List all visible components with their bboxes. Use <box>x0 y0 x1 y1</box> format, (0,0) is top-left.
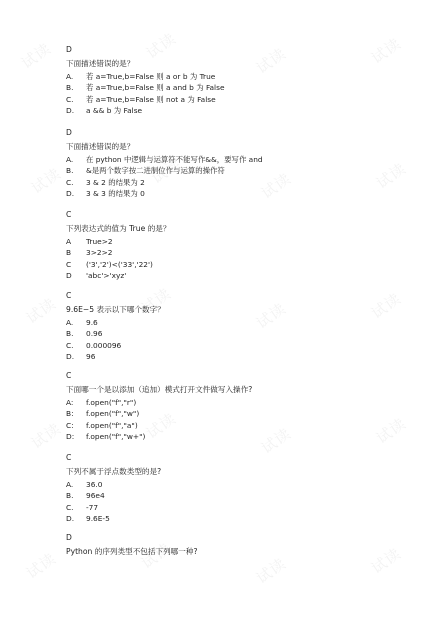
option-a <box>66 236 171 248</box>
question-3 <box>66 209 171 282</box>
option-text: 9.6 <box>86 317 98 327</box>
watermark: 试读 <box>253 299 290 333</box>
watermark: 试读 <box>138 284 175 318</box>
question-stem: 下列不属于浮点数类型的是? <box>66 467 162 476</box>
option-text: 'abc'>'xyz' <box>86 271 127 281</box>
option-text: 若 a=True,b=False 则 not a 为 False <box>86 94 216 104</box>
option-letter: B. <box>66 491 74 501</box>
option-d <box>66 513 161 525</box>
watermark: 试读 <box>258 169 295 203</box>
option-text: 9.6E-5 <box>86 514 110 524</box>
option-letter: C: <box>66 420 74 430</box>
watermark: 试读 <box>148 154 185 188</box>
answer-key: C <box>66 371 72 380</box>
option-letter: D. <box>66 352 75 362</box>
option-letter: D. <box>66 106 75 116</box>
option-text: True>2 <box>86 236 113 246</box>
option-letter: B: <box>66 409 74 419</box>
watermark: 试读 <box>143 409 180 443</box>
option-text: f.open("f","w+") <box>86 432 146 442</box>
option-a <box>66 154 263 166</box>
option-a <box>66 479 161 491</box>
option-letter: A: <box>66 397 74 407</box>
option-b <box>66 408 252 420</box>
question-1 <box>66 44 225 117</box>
option-c <box>66 94 225 106</box>
option-letter: B. <box>66 83 74 93</box>
option-a <box>66 71 225 83</box>
option-letter: B <box>66 248 72 258</box>
question-stem: 下面描述错误的是？ <box>66 142 135 151</box>
option-d <box>66 188 263 200</box>
option-text: f.open("f","r") <box>86 397 137 407</box>
option-text: f.open("f","a") <box>86 420 138 430</box>
question-stem: 下列表达式的值为 True 的是？ <box>66 224 171 233</box>
option-d <box>66 431 252 443</box>
question-stem: Python 的序列类型不包括下列哪一种? <box>66 547 198 556</box>
option-c <box>66 502 161 514</box>
option-text: a && b 为 False <box>86 106 143 116</box>
option-a <box>66 397 252 409</box>
option-text: 0.000096 <box>86 340 122 350</box>
option-b <box>66 82 225 94</box>
answer-key: C <box>66 291 72 300</box>
option-text: -77 <box>86 502 99 512</box>
watermark: 试读 <box>368 34 405 68</box>
option-b <box>66 165 263 177</box>
option-c <box>66 259 171 271</box>
watermark: 试读 <box>258 424 295 458</box>
option-letter: D. <box>66 189 75 199</box>
option-b <box>66 247 171 259</box>
option-letter: A <box>66 236 72 246</box>
option-c <box>66 420 252 432</box>
option-letter: A. <box>66 479 74 489</box>
option-text: 若 a=True,b=False 则 a or b 为 True <box>86 71 216 81</box>
option-text: ('3','2')<('33','22') <box>86 259 153 269</box>
option-text: 96 <box>86 352 96 362</box>
option-d <box>66 270 171 282</box>
question-2 <box>66 127 263 200</box>
watermark: 试读 <box>143 29 180 63</box>
watermark: 试读 <box>23 549 60 583</box>
option-text: 96e4 <box>86 491 105 501</box>
question-stem: 9.6E−5 表示以下哪个数字？ <box>66 305 165 314</box>
option-text: f.open("f","w") <box>86 409 140 419</box>
option-b <box>66 490 161 502</box>
answer-key: D <box>66 45 72 54</box>
question-stem: 下面哪一个是以添加（追加）模式打开文件做写入操作? <box>66 385 253 394</box>
option-text: &是两个数字按二进制位作与运算的操作符 <box>86 166 225 176</box>
watermark: 试读 <box>23 294 60 328</box>
watermark: 试读 <box>138 539 175 573</box>
answer-key: D <box>66 533 72 542</box>
option-letter: D <box>66 271 72 281</box>
watermark: 试读 <box>28 164 65 198</box>
option-text: 36.0 <box>86 479 103 489</box>
option-letter: A. <box>66 71 74 81</box>
question-stem: 下面描述错误的是？ <box>66 59 135 68</box>
option-text: 3>2>2 <box>86 248 113 258</box>
option-letter: D: <box>66 432 75 442</box>
answer-key: C <box>66 453 72 462</box>
answer-key: C <box>66 210 72 219</box>
option-letter: B. <box>66 329 74 339</box>
question-6 <box>66 452 161 525</box>
option-letter: D. <box>66 514 75 524</box>
option-letter: B. <box>66 166 74 176</box>
option-c <box>66 177 263 189</box>
question-4 <box>66 290 165 363</box>
option-text: 在 python 中逻辑与运算符不能写作&&，要写作 and <box>86 154 263 164</box>
option-c <box>66 340 165 352</box>
option-letter: C. <box>66 177 74 187</box>
watermark: 试读 <box>28 419 65 453</box>
watermark: 试读 <box>373 159 410 193</box>
option-a <box>66 317 165 329</box>
option-letter: A. <box>66 317 74 327</box>
option-letter: C. <box>66 340 74 350</box>
watermark: 试读 <box>373 414 410 448</box>
watermark: 试读 <box>368 544 405 578</box>
option-d <box>66 105 225 117</box>
option-d <box>66 351 165 363</box>
watermark: 试读 <box>18 39 55 73</box>
option-text: 若 a=True,b=False 则 a and b 为 False <box>86 83 225 93</box>
option-text: 0.96 <box>86 329 103 339</box>
option-text: 3 & 2 的结果为 2 <box>86 177 145 187</box>
option-letter: C. <box>66 502 74 512</box>
option-letter: C <box>66 259 72 269</box>
option-text: 3 & 3 的结果为 0 <box>86 189 145 199</box>
option-letter: C. <box>66 94 74 104</box>
answer-key: D <box>66 128 72 137</box>
watermark: 试读 <box>253 554 290 588</box>
question-5 <box>66 370 252 443</box>
option-letter: A. <box>66 154 74 164</box>
watermark: 试读 <box>368 289 405 323</box>
question-7 <box>66 532 197 559</box>
option-b <box>66 328 165 340</box>
watermark: 试读 <box>253 44 290 78</box>
